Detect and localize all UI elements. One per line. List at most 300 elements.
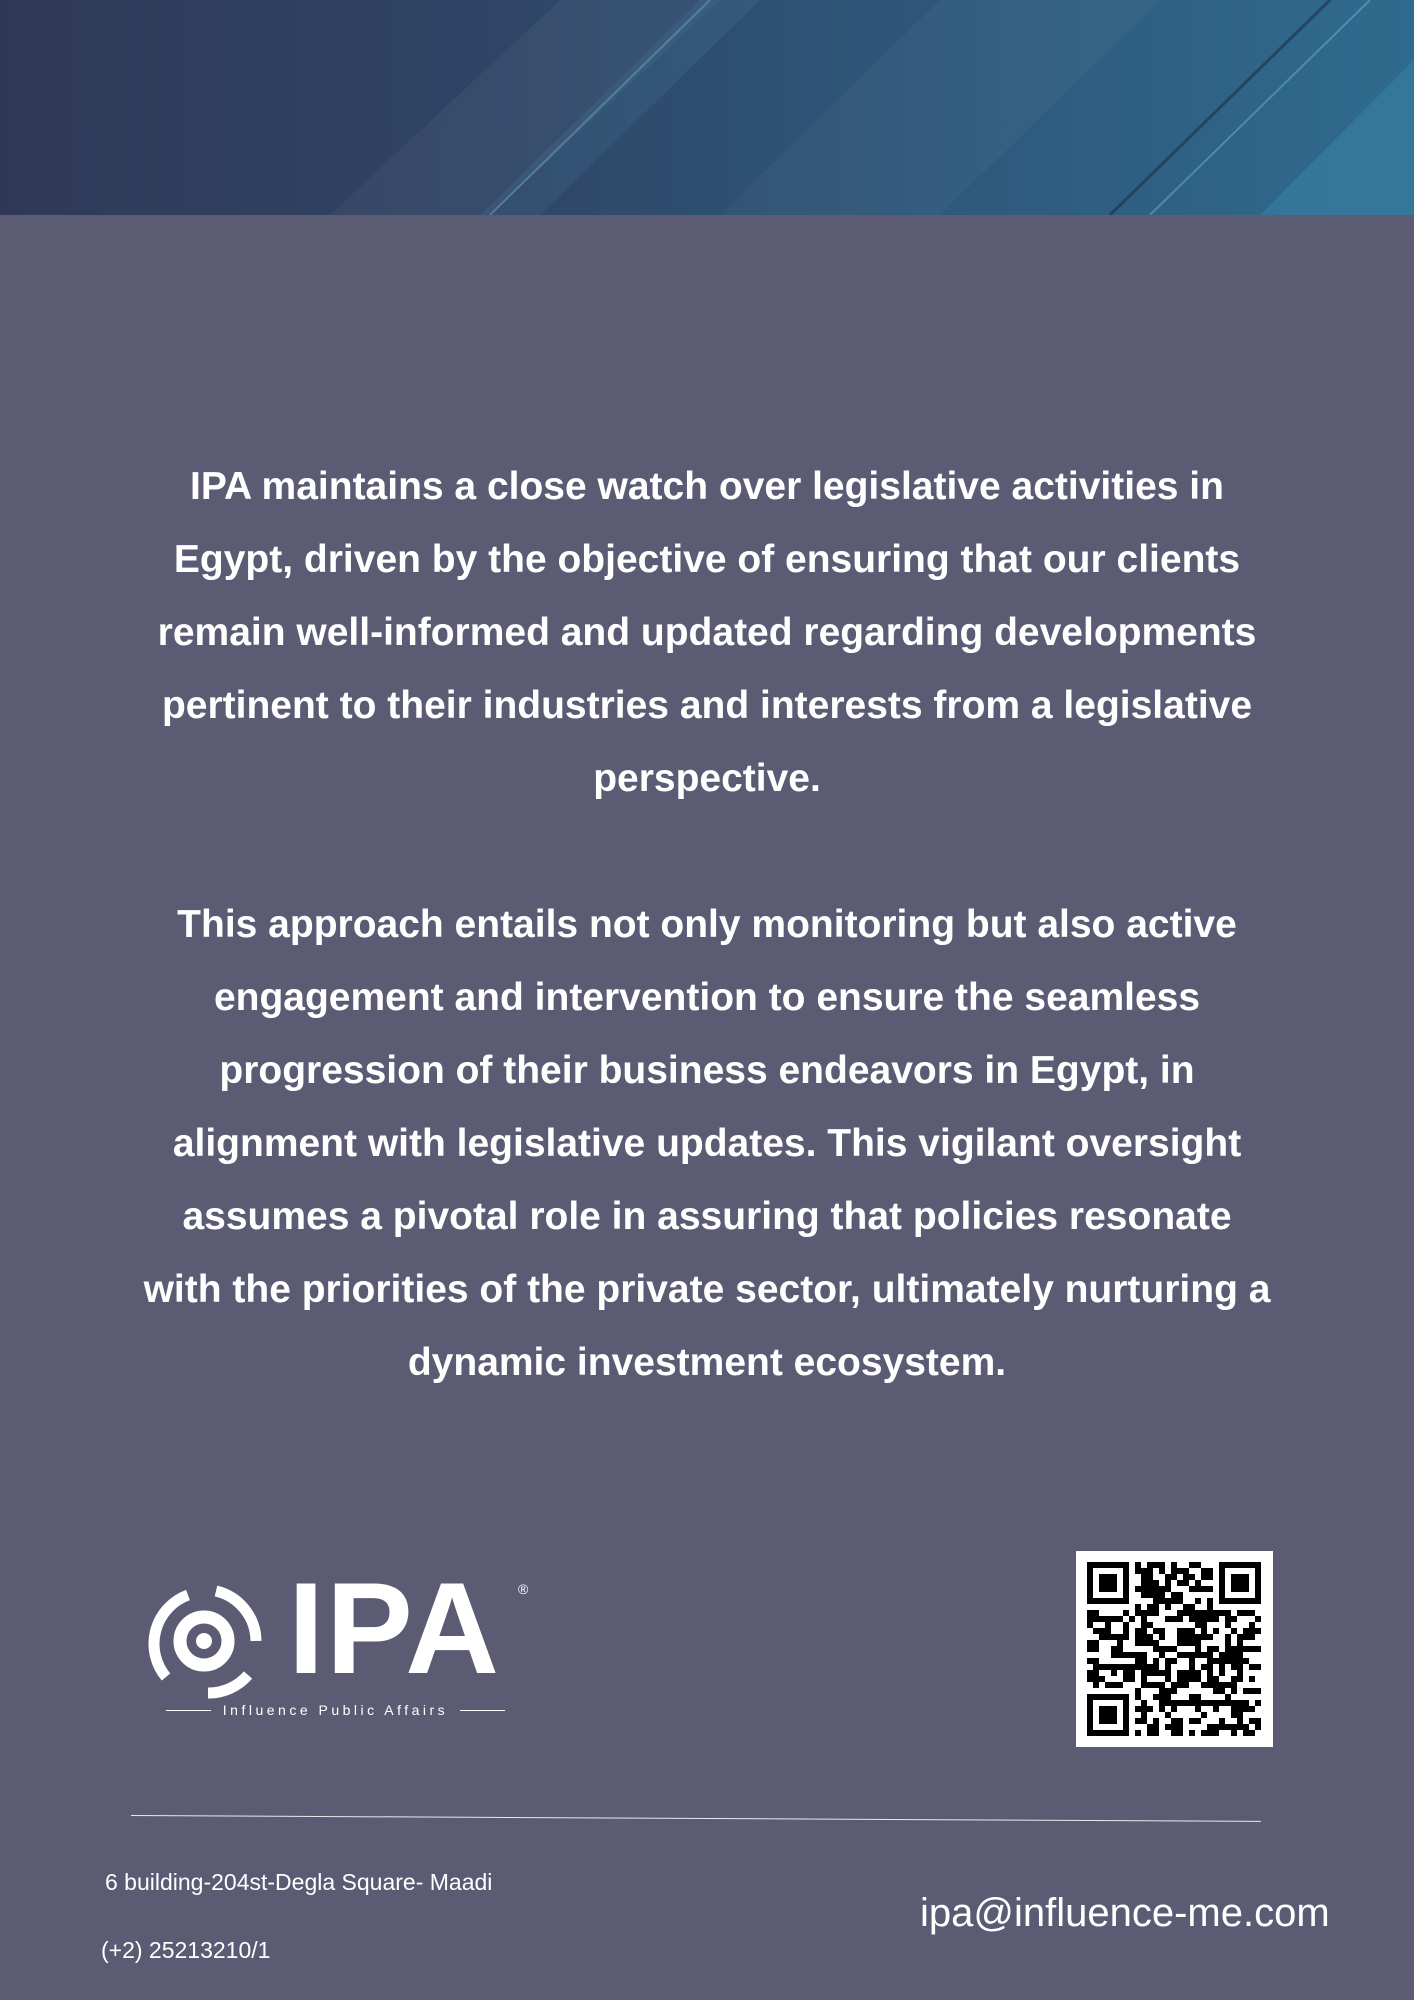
qr-module	[1117, 1664, 1123, 1670]
qr-module	[1183, 1634, 1189, 1640]
qr-module	[1147, 1640, 1153, 1646]
qr-module	[1243, 1706, 1249, 1712]
qr-module	[1177, 1730, 1183, 1736]
qr-module	[1207, 1616, 1213, 1622]
qr-module	[1195, 1706, 1201, 1712]
qr-module	[1195, 1694, 1201, 1700]
qr-module	[1093, 1658, 1099, 1664]
qr-module	[1207, 1646, 1213, 1652]
qr-module	[1177, 1724, 1183, 1730]
qr-module	[1213, 1610, 1219, 1616]
qr-module	[1255, 1724, 1261, 1730]
qr-module	[1147, 1706, 1153, 1712]
qr-module	[1165, 1688, 1171, 1694]
qr-module	[1165, 1694, 1171, 1700]
registered-mark: ®	[518, 1581, 529, 1597]
qr-module	[1111, 1670, 1117, 1676]
qr-module	[1165, 1724, 1171, 1730]
qr-module	[1183, 1580, 1189, 1586]
qr-module	[1153, 1664, 1159, 1670]
qr-module	[1195, 1676, 1201, 1682]
qr-module	[1165, 1598, 1171, 1604]
qr-module	[1141, 1568, 1147, 1574]
qr-module	[1231, 1616, 1237, 1622]
qr-module	[1207, 1568, 1213, 1574]
qr-module	[1129, 1676, 1135, 1682]
qr-module	[1231, 1700, 1237, 1706]
qr-module	[1219, 1688, 1225, 1694]
qr-module	[1141, 1700, 1147, 1706]
qr-module	[1117, 1616, 1123, 1622]
qr-module	[1201, 1634, 1207, 1640]
qr-module	[1147, 1574, 1153, 1580]
qr-module	[1165, 1670, 1171, 1676]
qr-module	[1171, 1658, 1177, 1664]
qr-module	[1255, 1688, 1261, 1694]
qr-module	[1177, 1718, 1183, 1724]
qr-module	[1147, 1592, 1153, 1598]
qr-module	[1159, 1586, 1165, 1592]
qr-module	[1189, 1694, 1195, 1700]
qr-module	[1153, 1640, 1159, 1646]
qr-module	[1159, 1682, 1165, 1688]
qr-module	[1141, 1718, 1147, 1724]
qr-module	[1213, 1724, 1219, 1730]
qr-module	[1207, 1598, 1213, 1604]
qr-module	[1237, 1652, 1243, 1658]
qr-module	[1147, 1682, 1153, 1688]
qr-module	[1105, 1616, 1111, 1622]
qr-module	[1195, 1652, 1201, 1658]
qr-module	[1111, 1634, 1117, 1640]
qr-module	[1165, 1580, 1171, 1586]
qr-module	[1117, 1634, 1123, 1640]
qr-module	[1183, 1574, 1189, 1580]
qr-module	[1159, 1634, 1165, 1640]
qr-module	[1093, 1640, 1099, 1646]
qr-module	[1225, 1634, 1231, 1640]
qr-module	[1225, 1640, 1231, 1646]
qr-module	[1147, 1724, 1153, 1730]
qr-module	[1141, 1706, 1147, 1712]
qr-module	[1249, 1622, 1255, 1628]
qr-module	[1153, 1694, 1159, 1700]
footer-divider	[131, 1815, 1261, 1822]
qr-module	[1087, 1658, 1093, 1664]
qr-module	[1159, 1688, 1165, 1694]
qr-module	[1183, 1568, 1189, 1574]
qr-module	[1129, 1670, 1135, 1676]
qr-module	[1201, 1700, 1207, 1706]
qr-module	[1237, 1670, 1243, 1676]
qr-module	[1135, 1634, 1141, 1640]
qr-module	[1231, 1706, 1237, 1712]
qr-module	[1147, 1604, 1153, 1610]
qr-module	[1171, 1574, 1177, 1580]
qr-module	[1249, 1706, 1255, 1712]
qr-module	[1231, 1646, 1237, 1652]
qr-module	[1201, 1622, 1207, 1628]
qr-module	[1165, 1646, 1171, 1652]
qr-module	[1237, 1646, 1243, 1652]
qr-module	[1153, 1580, 1159, 1586]
qr-module	[1093, 1664, 1099, 1670]
qr-module	[1219, 1652, 1225, 1658]
qr-module	[1237, 1712, 1243, 1718]
qr-module	[1189, 1604, 1195, 1610]
qr-module	[1177, 1580, 1183, 1586]
qr-module	[1165, 1604, 1171, 1610]
qr-module	[1165, 1712, 1171, 1718]
qr-module	[1093, 1628, 1099, 1634]
qr-module	[1207, 1610, 1213, 1616]
qr-module	[1207, 1574, 1213, 1580]
paragraph-engagement: This approach entails not only monitoring but also active engagement and intervention to ensure the seamless progression of their business endeavors in Egypt, in alignment with legislative updates. This vigilant oversight assumes a pivotal role in assuring that policies resonate with the priorities of the private sector, ultimately nurturing a dynamic investment ecosystem.	[143, 903, 1271, 1384]
qr-module	[1147, 1568, 1153, 1574]
qr-module	[1123, 1622, 1129, 1628]
qr-module	[1117, 1682, 1123, 1688]
qr-module	[1183, 1610, 1189, 1616]
qr-module	[1189, 1574, 1195, 1580]
qr-module	[1105, 1622, 1111, 1628]
qr-module	[1195, 1610, 1201, 1616]
qr-module	[1249, 1718, 1255, 1724]
qr-module	[1207, 1634, 1213, 1640]
qr-module	[1231, 1652, 1237, 1658]
qr-module	[1219, 1610, 1225, 1616]
qr-module	[1195, 1622, 1201, 1628]
qr-module	[1153, 1586, 1159, 1592]
banner-stripe	[720, 0, 1160, 215]
qr-module	[1153, 1604, 1159, 1610]
qr-module	[1183, 1676, 1189, 1682]
qr-module	[1171, 1562, 1177, 1568]
qr-module	[1135, 1652, 1141, 1658]
qr-module	[1123, 1610, 1129, 1616]
qr-module	[1165, 1586, 1171, 1592]
qr-module	[1183, 1628, 1189, 1634]
qr-module	[1099, 1634, 1105, 1640]
qr-module	[1207, 1664, 1213, 1670]
qr-module	[1213, 1616, 1219, 1622]
qr-module	[1171, 1682, 1177, 1688]
qr-module	[1249, 1688, 1255, 1694]
qr-module	[1177, 1598, 1183, 1604]
qr-module	[1171, 1730, 1177, 1736]
qr-module	[1141, 1682, 1147, 1688]
qr-module	[1165, 1676, 1171, 1682]
qr-module	[1111, 1652, 1117, 1658]
qr-module	[1249, 1628, 1255, 1634]
qr-module	[1195, 1634, 1201, 1640]
qr-module	[1207, 1586, 1213, 1592]
qr-module	[1183, 1652, 1189, 1658]
qr-module	[1219, 1682, 1225, 1688]
banner-stripe	[1260, 60, 1414, 215]
qr-module	[1213, 1706, 1219, 1712]
qr-module	[1141, 1658, 1147, 1664]
qr-module	[1231, 1688, 1237, 1694]
qr-module	[1207, 1682, 1213, 1688]
qr-module	[1147, 1622, 1153, 1628]
qr-module	[1171, 1592, 1177, 1598]
qr-module	[1135, 1604, 1141, 1610]
qr-module	[1159, 1646, 1165, 1652]
qr-module	[1141, 1634, 1147, 1640]
qr-module	[1201, 1610, 1207, 1616]
qr-module	[1231, 1676, 1237, 1682]
qr-module	[1135, 1718, 1141, 1724]
ipa-logo	[138, 1555, 533, 1725]
qr-module	[1249, 1730, 1255, 1736]
qr-module	[1207, 1658, 1213, 1664]
qr-module	[1225, 1622, 1231, 1628]
qr-module	[1195, 1718, 1201, 1724]
qr-module	[1171, 1598, 1177, 1604]
qr-module	[1129, 1664, 1135, 1670]
qr-module	[1135, 1640, 1141, 1646]
qr-module	[1141, 1622, 1147, 1628]
qr-module	[1153, 1682, 1159, 1688]
qr-module	[1195, 1640, 1201, 1646]
qr-module	[1141, 1580, 1147, 1586]
qr-module	[1135, 1586, 1141, 1592]
qr-module	[1255, 1628, 1261, 1634]
logo-wordmark: IPA	[288, 1555, 502, 1701]
qr-module	[1189, 1664, 1195, 1670]
qr-module	[1111, 1616, 1117, 1622]
qr-module	[1087, 1646, 1093, 1652]
qr-module	[1165, 1700, 1171, 1706]
qr-module	[1087, 1640, 1093, 1646]
qr-module	[1189, 1634, 1195, 1640]
qr-module	[1231, 1730, 1237, 1736]
qr-module	[1213, 1682, 1219, 1688]
qr-module	[1237, 1664, 1243, 1670]
qr-module	[1141, 1610, 1147, 1616]
qr-module	[1159, 1568, 1165, 1574]
qr-module	[1189, 1676, 1195, 1682]
qr-module	[1093, 1616, 1099, 1622]
qr-module	[1177, 1616, 1183, 1622]
qr-module	[1105, 1628, 1111, 1634]
qr-module	[1201, 1628, 1207, 1634]
qr-module	[1135, 1694, 1141, 1700]
qr-module	[1177, 1682, 1183, 1688]
qr-module	[1207, 1676, 1213, 1682]
qr-module	[1255, 1646, 1261, 1652]
qr-module	[1093, 1670, 1099, 1676]
qr-module	[1147, 1730, 1153, 1736]
qr-module	[1171, 1724, 1177, 1730]
qr-module	[1117, 1646, 1123, 1652]
qr-module	[1189, 1700, 1195, 1706]
qr-module	[1153, 1718, 1159, 1724]
qr-module	[1255, 1664, 1261, 1670]
qr-module	[1225, 1658, 1231, 1664]
footer-address: 6 building-204st-Degla Square- Maadi	[105, 1869, 493, 1895]
qr-module	[1195, 1586, 1201, 1592]
qr-module	[1141, 1712, 1147, 1718]
qr-module	[1111, 1646, 1117, 1652]
qr-module	[1207, 1652, 1213, 1658]
qr-module	[1135, 1688, 1141, 1694]
qr-module	[1237, 1634, 1243, 1640]
qr-module	[1159, 1592, 1165, 1598]
qr-module	[1201, 1652, 1207, 1658]
qr-module	[1207, 1700, 1213, 1706]
qr-module	[1123, 1634, 1129, 1640]
qr-module	[1255, 1718, 1261, 1724]
qr-module	[1159, 1562, 1165, 1568]
qr-module	[1207, 1604, 1213, 1610]
qr-module	[1237, 1610, 1243, 1616]
qr-module	[1153, 1658, 1159, 1664]
qr-module	[1231, 1664, 1237, 1670]
qr-module	[1189, 1670, 1195, 1676]
qr-module	[1219, 1664, 1225, 1670]
qr-module	[1159, 1700, 1165, 1706]
qr-module	[1129, 1652, 1135, 1658]
qr-module	[1141, 1616, 1147, 1622]
tagline-rule-right	[460, 1710, 505, 1711]
qr-module	[1165, 1658, 1171, 1664]
qr-module	[1135, 1610, 1141, 1616]
qr-module	[1171, 1706, 1177, 1712]
qr-code-pattern	[1076, 1551, 1273, 1747]
qr-module	[1255, 1616, 1261, 1622]
qr-module	[1201, 1664, 1207, 1670]
qr-module	[1117, 1652, 1123, 1658]
qr-module	[1243, 1634, 1249, 1640]
qr-module	[1171, 1646, 1177, 1652]
qr-module	[1147, 1610, 1153, 1616]
qr-module	[1177, 1634, 1183, 1640]
qr-module	[1225, 1700, 1231, 1706]
qr-module	[1087, 1670, 1093, 1676]
qr-module	[1189, 1718, 1195, 1724]
qr-module	[1195, 1646, 1201, 1652]
qr-module	[1123, 1664, 1129, 1670]
qr-module	[1153, 1730, 1159, 1736]
qr-module	[1237, 1718, 1243, 1724]
qr-module	[1207, 1724, 1213, 1730]
qr-module	[1135, 1562, 1141, 1568]
qr-module	[1147, 1664, 1153, 1670]
header-banner	[0, 0, 1414, 215]
qr-module	[1093, 1610, 1099, 1616]
qr-module	[1141, 1664, 1147, 1670]
qr-code-icon[interactable]	[1076, 1551, 1273, 1747]
qr-module	[1105, 1634, 1111, 1640]
qr-module	[1207, 1730, 1213, 1736]
qr-module	[1147, 1634, 1153, 1640]
qr-module	[1177, 1592, 1183, 1598]
qr-module	[1225, 1616, 1231, 1622]
qr-module	[1183, 1604, 1189, 1610]
logo-tagline	[138, 1700, 533, 1720]
qr-module	[1153, 1724, 1159, 1730]
qr-module	[1135, 1628, 1141, 1634]
qr-module	[1189, 1586, 1195, 1592]
qr-module	[1165, 1616, 1171, 1622]
qr-module	[1183, 1640, 1189, 1646]
qr-module	[1195, 1616, 1201, 1622]
qr-module	[1225, 1646, 1231, 1652]
qr-module	[1243, 1688, 1249, 1694]
qr-module	[1177, 1640, 1183, 1646]
qr-module	[1177, 1700, 1183, 1706]
qr-module	[1225, 1610, 1231, 1616]
qr-module	[1243, 1646, 1249, 1652]
qr-module	[1189, 1616, 1195, 1622]
qr-module	[1153, 1562, 1159, 1568]
qr-module	[1231, 1658, 1237, 1664]
qr-module	[1177, 1670, 1183, 1676]
qr-module	[1147, 1586, 1153, 1592]
qr-module	[1201, 1730, 1207, 1736]
qr-module	[1087, 1622, 1093, 1628]
qr-module	[1231, 1574, 1249, 1592]
qr-module	[1159, 1652, 1165, 1658]
qr-module	[1099, 1574, 1117, 1592]
qr-module	[1123, 1670, 1129, 1676]
qr-module	[1171, 1568, 1177, 1574]
qr-module	[1213, 1676, 1219, 1682]
qr-module	[1093, 1682, 1099, 1688]
qr-module	[1249, 1664, 1255, 1670]
qr-module	[1153, 1592, 1159, 1598]
qr-module	[1153, 1646, 1159, 1652]
qr-module	[1189, 1652, 1195, 1658]
qr-module	[1087, 1610, 1093, 1616]
qr-module	[1159, 1706, 1165, 1712]
qr-module	[1243, 1730, 1249, 1736]
qr-module	[1213, 1628, 1219, 1634]
qr-module	[1111, 1664, 1117, 1670]
qr-module	[1249, 1610, 1255, 1616]
qr-module	[1183, 1700, 1189, 1706]
qr-module	[1135, 1568, 1141, 1574]
qr-module	[1099, 1616, 1105, 1622]
qr-module	[1225, 1682, 1231, 1688]
qr-module	[1213, 1700, 1219, 1706]
qr-module	[1105, 1664, 1111, 1670]
qr-module	[1213, 1688, 1219, 1694]
qr-module	[1141, 1652, 1147, 1658]
qr-module	[1219, 1700, 1225, 1706]
qr-module	[1141, 1640, 1147, 1646]
qr-module	[1147, 1562, 1153, 1568]
footer-email[interactable]: ipa@influence-me.com	[920, 1891, 1330, 1935]
qr-module	[1105, 1682, 1111, 1688]
qr-module	[1177, 1628, 1183, 1634]
qr-module	[1099, 1664, 1105, 1670]
qr-module	[1171, 1616, 1177, 1622]
qr-module	[1195, 1598, 1201, 1604]
qr-module	[1231, 1682, 1237, 1688]
paragraph-legislative-watch: IPA maintains a close watch over legislative activities in Egypt, driven by the objective of ensuring that our clients remain well-informed and updated regarding developments pertinent to their industries and interests from a legislative perspective.	[157, 465, 1257, 800]
qr-module	[1243, 1628, 1249, 1634]
qr-module	[1219, 1658, 1225, 1664]
qr-module	[1159, 1598, 1165, 1604]
qr-module	[1135, 1664, 1141, 1670]
qr-module	[1165, 1574, 1171, 1580]
qr-module	[1117, 1640, 1123, 1646]
qr-module	[1123, 1652, 1129, 1658]
qr-module	[1213, 1658, 1219, 1664]
footer-phone[interactable]: (+2) 25213210/1	[101, 1937, 271, 1963]
